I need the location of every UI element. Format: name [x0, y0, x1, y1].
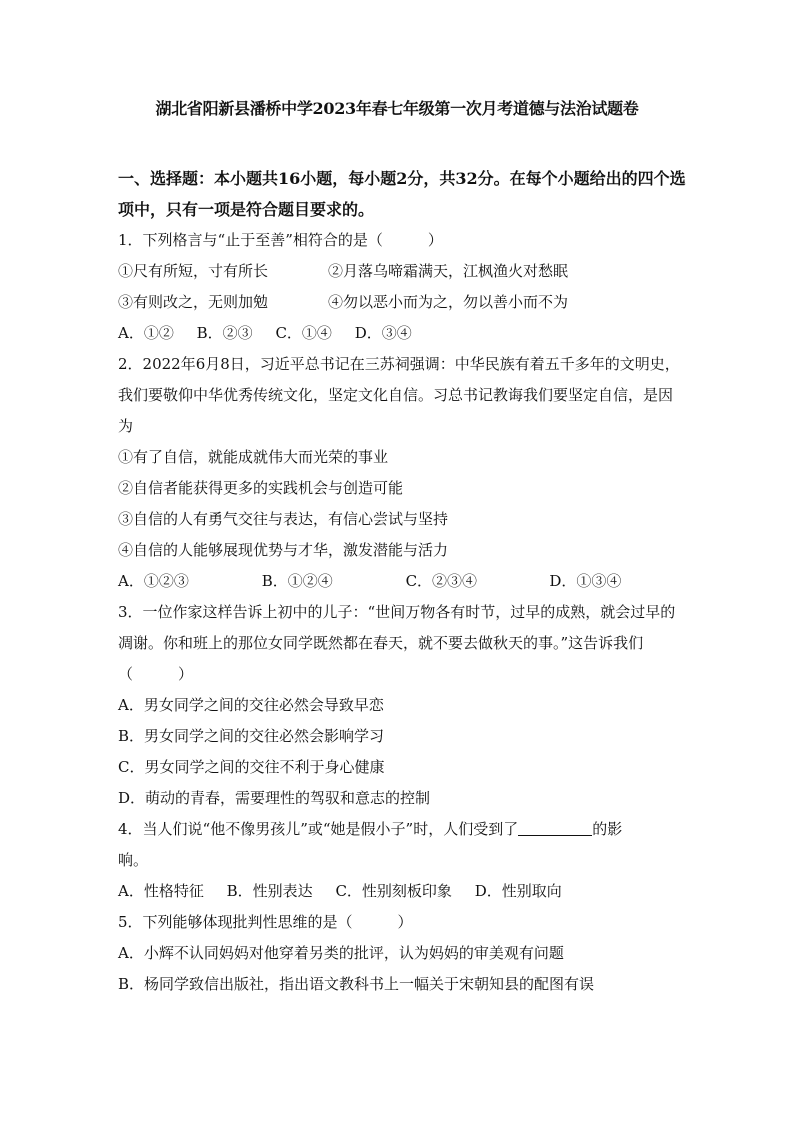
q4-option-c[interactable]: C．性别刻板印象 [335, 882, 452, 900]
q2-option-d[interactable]: D．①③④ [549, 572, 622, 590]
q2-options [118, 566, 683, 597]
q5-option-a[interactable]: A．小辉不认同妈妈对他穿着另类的批评，认为妈妈的审美观有问题 [118, 944, 564, 962]
q2-stem: 2．2022年6月8日，习近平总书记在三苏祠强调：中华民族有着五千多年的文明史，我们要敬仰中华优秀传统文化，坚定文化自信。习总书记教诲我们要坚定自信，是因为 [118, 355, 680, 435]
q1-statement-1: ①尺有所短，寸有所长 [118, 262, 269, 280]
q4-stem [118, 814, 683, 845]
q3-stem: 3．一位作家这样告诉上初中的儿子：“世间万物各有时节，过早的成熟，就会过早的凋谢。你和班上的那位女同学既然都在春天，就不要去做秋天的事。”这告诉我们（ ） [118, 603, 676, 683]
q2-option-b[interactable]: B．①②④ [261, 572, 333, 590]
q1-statement-3: ③有则改之，无则加勉 [118, 293, 269, 311]
q2-option-a[interactable]: A．①②③ [118, 572, 189, 590]
section-heading: 一、选择题：本小题共16小题，每小题2分，共32分。在每个小题给出的四个选项中，只有一项是符合题目要求的。 [118, 169, 686, 219]
q5-option-b[interactable]: B．杨同学致信出版社，指出语文教科书上一幅关于宋朝知县的配图有误 [118, 975, 595, 993]
q2-statement-1: ①有了自信，就能成就伟大而光荣的事业 [118, 448, 389, 466]
q2-statement-2: ②自信者能获得更多的实践机会与创造可能 [118, 479, 404, 497]
q2-statement-3: ③自信的人有勇气交往与表达，有信心尝试与坚持 [118, 510, 449, 528]
q1-stem: 1．下列格言与“止于至善”相符合的是（ ） [118, 231, 443, 249]
q4-answer-blank [518, 818, 592, 836]
q2-option-c[interactable]: C．②③④ [405, 572, 478, 590]
q3-option-c[interactable]: C．男女同学之间的交往不利于身心健康 [118, 758, 385, 776]
q3-option-b[interactable]: B．男女同学之间的交往必然会影响学习 [118, 727, 385, 745]
q3-option-d[interactable]: D．萌动的青春，需要理性的驾驭和意志的控制 [118, 789, 431, 807]
q5-stem: 5．下列能够体现批判性思维的是（ ） [118, 913, 413, 931]
q3-option-a[interactable]: A．男女同学之间的交往必然会导致早恋 [118, 696, 384, 714]
q4-option-b[interactable]: B．性别表达 [226, 882, 313, 900]
q4-option-a[interactable]: A．性格特征 [118, 882, 204, 900]
q4-stem-continued: 响。 [118, 851, 149, 869]
q1-options [118, 318, 683, 349]
q1-option-d[interactable]: D．③④ [354, 324, 412, 342]
q4-stem-tail: 的影 [592, 820, 623, 838]
question-list [118, 225, 683, 1000]
q1-statements-row1 [118, 256, 683, 287]
q1-statement-2: ②月落乌啼霜满天，江枫渔火对愁眠 [328, 262, 569, 280]
q4-stem-text: 4．当人们说“他不像男孩儿”或“她是假小子”时，人们受到了 [118, 820, 519, 838]
q1-statements-row2 [118, 287, 683, 318]
q1-option-b[interactable]: B．②③ [196, 324, 253, 342]
page-title: 湖北省阳新县潘桥中学2023年春七年级第一次月考道德与法治试题卷 [155, 99, 639, 118]
q4-options [118, 876, 683, 907]
q2-statement-4: ④自信的人能够展现优势与才华，激发潜能与活力 [118, 541, 449, 559]
q1-option-c[interactable]: C．①④ [275, 324, 332, 342]
q1-option-a[interactable]: A．①② [118, 324, 174, 342]
q1-statement-4: ④勿以恶小而为之，勿以善小而不为 [328, 293, 569, 311]
q4-option-d[interactable]: D．性别取向 [474, 882, 562, 900]
